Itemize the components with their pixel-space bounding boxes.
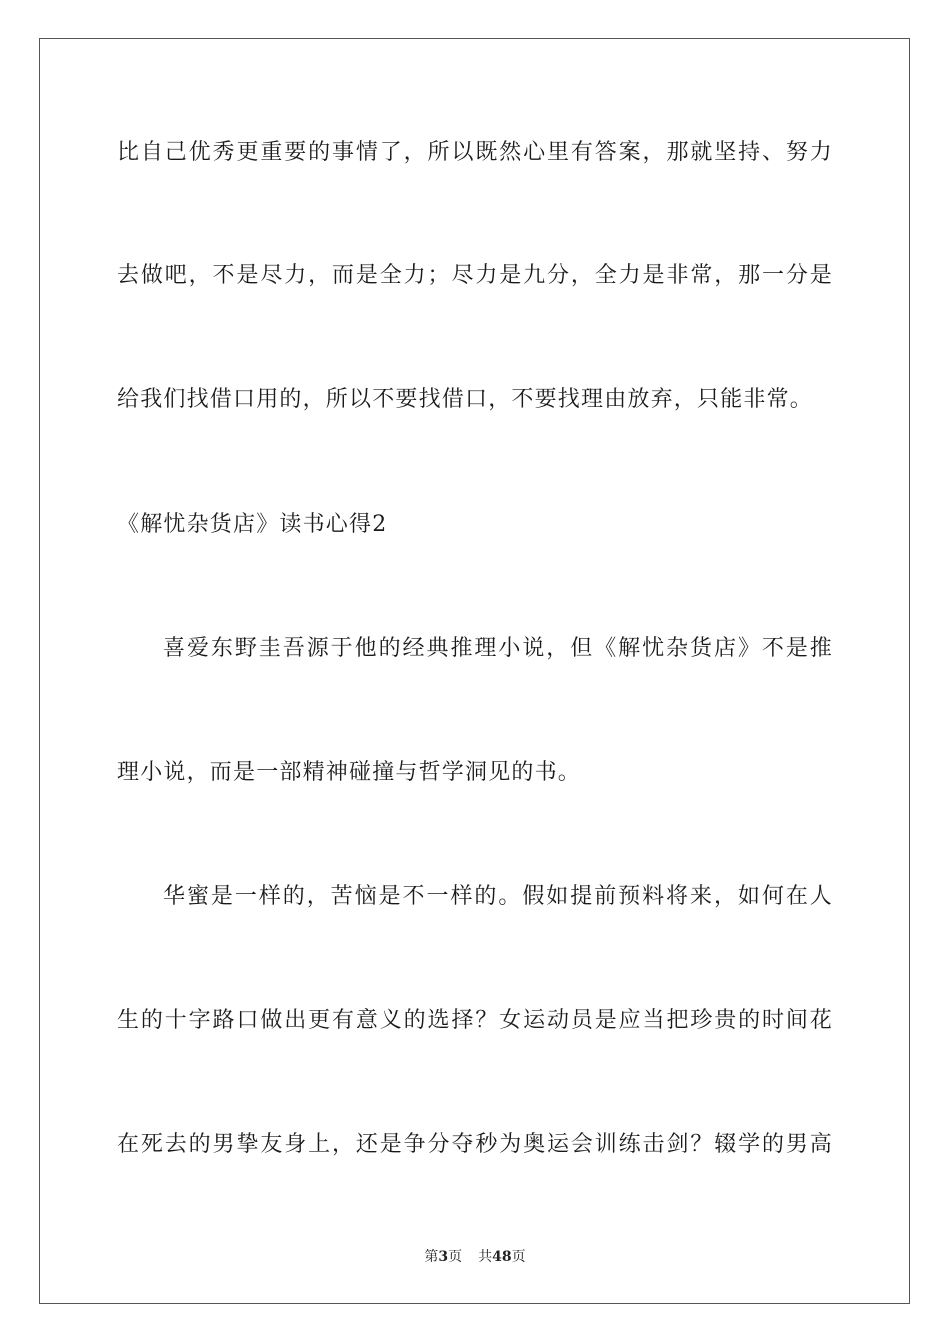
body-line-7: 华蜜是一样的，苦恼是不一样的。假如提前预料将来，如何在人	[163, 884, 833, 909]
footer-total-suffix: 页	[511, 1249, 526, 1265]
footer-total-pages: 48	[492, 1249, 512, 1265]
body-line-8: 生的十字路口做出更有意义的选择？女运动员是应当把珍贵的时间花	[117, 1008, 833, 1033]
body-line-2: 去做吧，不是尽力，而是全力；尽力是九分，全力是非常，那一分是	[117, 263, 833, 288]
body-line-1: 比自己优秀更重要的事情了，所以既然心里有答案，那就坚持、努力	[117, 140, 833, 165]
footer-page-number: 3	[438, 1249, 449, 1265]
body-line-9: 在死去的男挚友身上，还是争分夺秒为奥运会训练击剑？辍学的男高	[117, 1132, 833, 1157]
body-line-5: 喜爱东野圭吾源于他的经典推理小说，但《解忧杂货店》不是推	[163, 636, 833, 661]
page-footer	[0, 1247, 950, 1267]
footer-total-prefix: 共	[478, 1249, 493, 1265]
page-border	[39, 38, 910, 1304]
footer-page-prefix: 第	[424, 1249, 439, 1265]
body-line-6: 理小说，而是一部精神碰撞与哲学洞见的书。	[117, 760, 582, 785]
body-line-3: 给我们找借口用的，所以不要找借口，不要找理由放弃，只能非常。	[117, 387, 814, 412]
footer-page-suffix: 页	[448, 1249, 463, 1265]
section-heading: 《解忧杂货店》读书心得2	[117, 512, 388, 537]
